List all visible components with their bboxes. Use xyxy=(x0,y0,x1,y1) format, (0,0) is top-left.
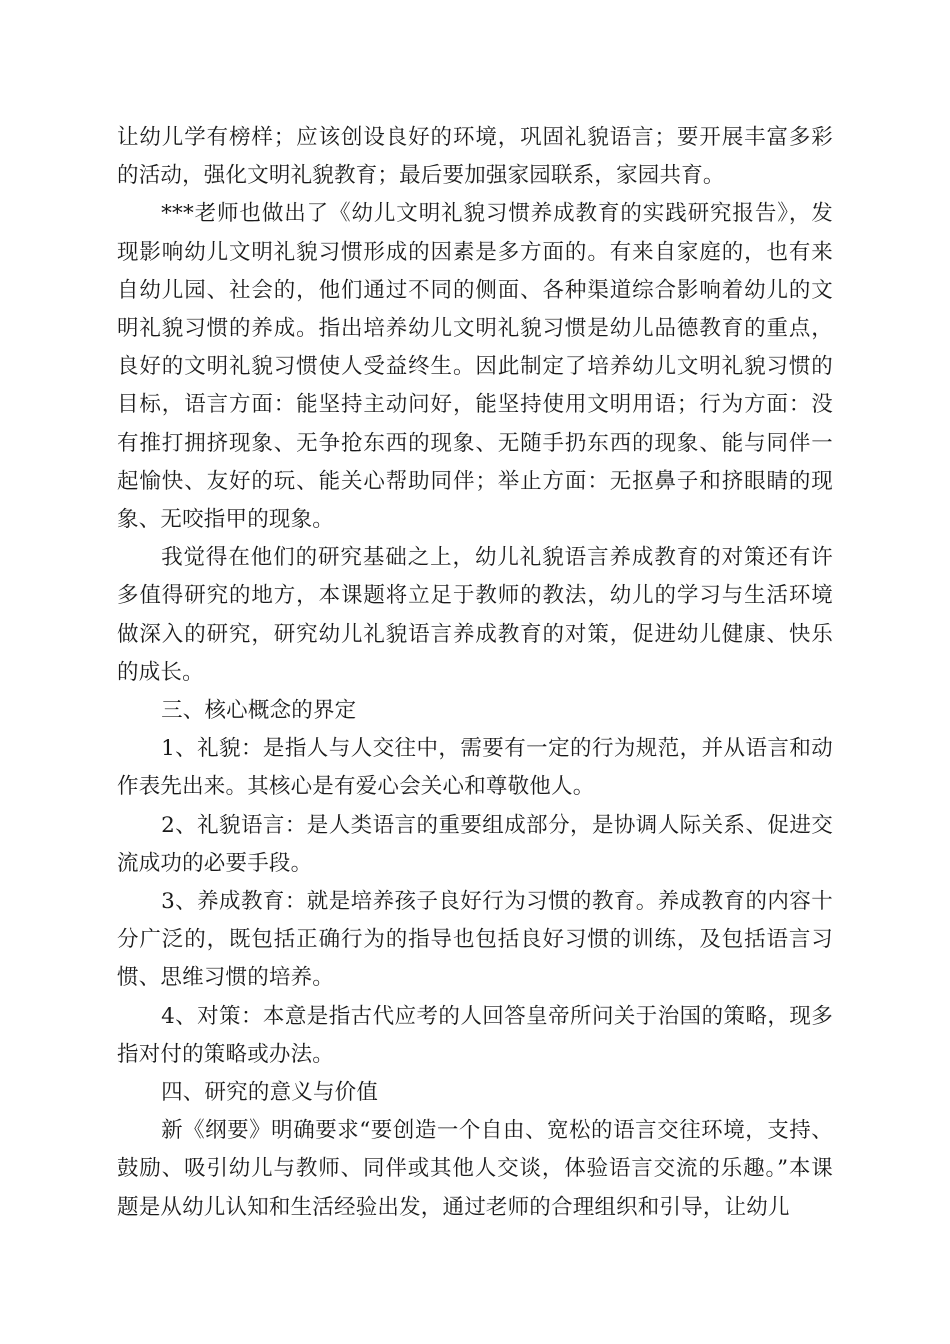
document-body xyxy=(117,119,833,1227)
paragraph-research-report: ***老师也做出了《幼儿文明礼貌习惯养成教育的实践研究报告》，发现影响幼儿文明礼貌习惯形成的因素是多方面的。有来自家庭的，也有来自幼儿园、社会的，他们通过不同的侧面、各种渠道综合影响着幼儿的文明礼貌习惯的养成。指出培养幼儿文明礼貌习惯是幼儿品德教育的重点，良好的文明礼貌习惯使人受益终生。因此制定了培养幼儿文明礼貌习惯的目标，语言方面：能坚持主动问好，能坚持使用文明用语；行为方面：没有推打拥挤现象、无争抢东西的现象、无随手扔东西的现象、能与同伴一起愉快、友好的玩、能关心帮助同伴；举止方面：无抠鼻子和挤眼睛的现象、无咬指甲的现象。 xyxy=(117,201,833,533)
definition-polite-language: 2、礼貌语言：是人类语言的重要组成部分，是协调人际关系、促进交流成功的必要手段。 xyxy=(117,812,833,876)
section-heading-significance: 四、研究的意义与价值 xyxy=(161,1080,379,1106)
definition-strategy: 4、对策：本意是指古代应考的人回答皇帝所问关于治国的策略，现多指对付的策略或办法。 xyxy=(117,1003,833,1067)
paragraph-continuation: 让幼儿学有榜样；应该创设良好的环境，巩固礼貌语言；要开展丰富多彩的活动，强化文明礼貌教育；最后要加强家园联系，家园共育。 xyxy=(117,125,833,189)
definition-habit-education: 3、养成教育：就是培养孩子良好行为习惯的教育。养成教育的内容十分广泛的，既包括正确行为的指导也包括良好习惯的训练，及包括语言习惯、思维习惯的培养。 xyxy=(117,889,833,991)
section-heading-core-concepts: 三、核心概念的界定 xyxy=(161,698,357,724)
paragraph-research-basis: 我觉得在他们的研究基础之上，幼儿礼貌语言养成教育的对策还有许多值得研究的地方，本课题将立足于教师的教法，幼儿的学习与生活环境做深入的研究，研究幼儿礼貌语言养成教育的对策，促进幼儿健康、快乐的成长。 xyxy=(117,545,833,685)
paragraph-guidelines: 新《纲要》明确要求“要创造一个自由、宽松的语言交往环境，支持、鼓励、吸引幼儿与教师、同伴或其他人交谈，体验语言交流的乐趣。”本课题是从幼儿认知和生活经验出发，通过老师的合理组织和引导，让幼儿 xyxy=(117,1118,833,1220)
definition-courtesy: 1、礼貌：是指人与人交往中，需要有一定的行为规范，并从语言和动作表先出来。其核心是有爱心会关心和尊敬他人。 xyxy=(117,736,833,800)
